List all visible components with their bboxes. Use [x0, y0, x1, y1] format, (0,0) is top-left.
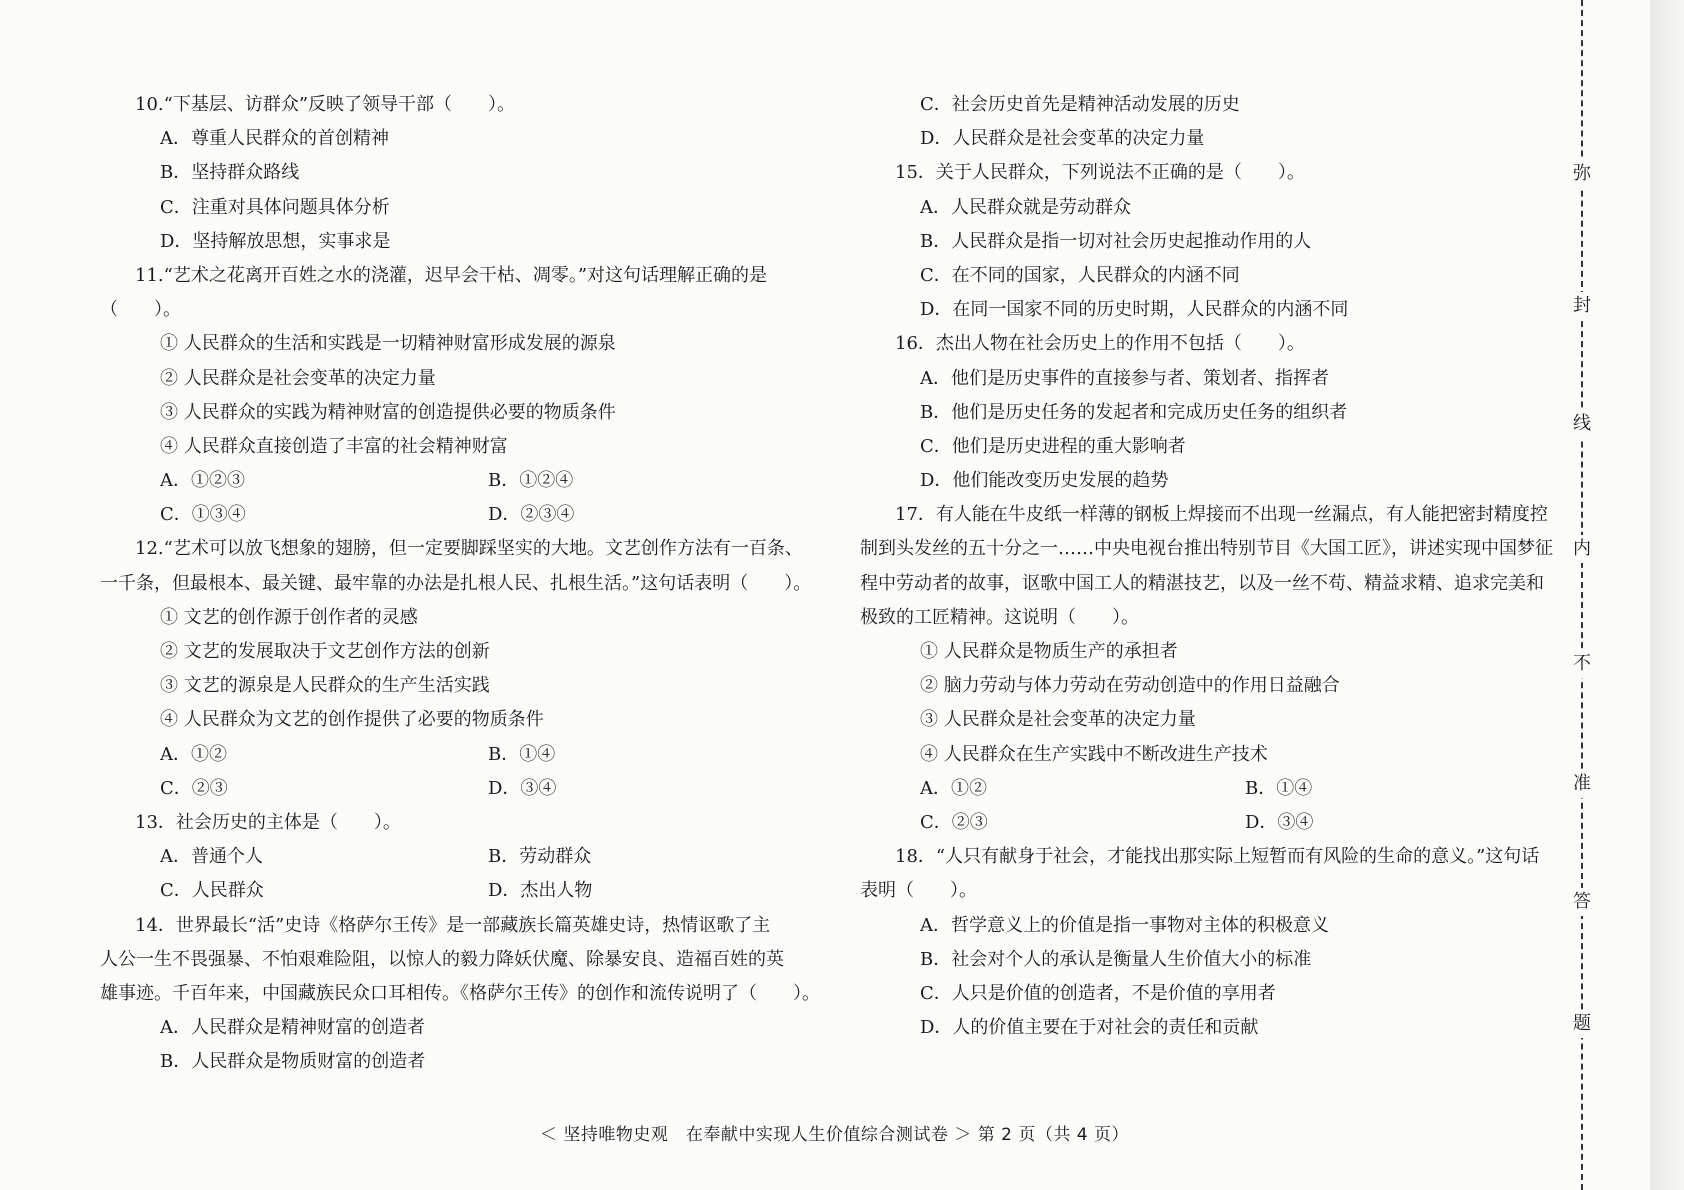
seal-line-char: 题 [1568, 1010, 1596, 1038]
question-line: C．人只是价值的创造者，不是价值的享用者 [920, 982, 1276, 1004]
seal-line-char: 内 [1568, 535, 1596, 563]
question-line: A．人民群众是精神财富的创造者 [160, 1017, 425, 1039]
question-line: ③ 人民群众的实践为精神财富的创造提供必要的物质条件 [160, 401, 616, 423]
option-text: B．①④ [1245, 777, 1313, 799]
question-line: ① 文艺的创作源于创作者的灵感 [160, 606, 418, 628]
question-text: 14．世界最长“活”史诗《格萨尔王传》是一部藏族长篇英雄史诗，热情讴歌了主 [135, 914, 771, 936]
question-line: 人公一生不畏强暴、不怕艰难险阻，以惊人的毅力降妖伏魔、除暴安良、造福百姓的英 [100, 948, 784, 970]
seal-line-char: 线 [1568, 410, 1596, 438]
question-text: 15．关于人民群众，下列说法不正确的是（ ）。 [895, 162, 1305, 184]
question-line: ② 脑力劳动与体力劳动在劳动创造中的作用日益融合 [920, 675, 1340, 697]
question-text: 18．“人只有献身于社会，才能找出那实际上短暂而有风险的生命的意义。”这句话 [895, 846, 1540, 868]
option-text: D．杰出人物 [488, 880, 593, 902]
question-line: C．注重对具体问题具体分析 [160, 196, 390, 218]
question-text: 10.“下基层、访群众”反映了领导干部（ ）。 [135, 94, 516, 115]
question-line: 程中劳动者的故事，讴歌中国工人的精湛技艺，以及一丝不苟、精益求精、追求完美和 [860, 572, 1544, 594]
option-row [100, 772, 860, 806]
question-line: A．他们是历史事件的直接参与者、策划者、指挥者 [920, 367, 1329, 389]
seal-line-char: 准 [1568, 770, 1596, 798]
question-line: 表明（ ）。 [860, 880, 977, 902]
question-line: D．坚持解放思想，实事求是 [160, 230, 391, 252]
question-text: 13．社会历史的主体是（ ）。 [135, 811, 401, 833]
question-line: 极致的工匠精神。这说明（ ）。 [860, 606, 1139, 628]
seal-line-char: 封 [1568, 292, 1596, 320]
question-line: A．尊重人民群众的首创精神 [160, 128, 389, 150]
left-column [100, 88, 860, 1079]
option-text: B．劳动群众 [488, 846, 592, 868]
option-text: C．②③ [920, 811, 988, 833]
question-line: B．他们是历史任务的发起者和完成历史任务的组织者 [920, 401, 1348, 423]
question-line: ③ 文艺的源泉是人民群众的生产生活实践 [160, 675, 490, 697]
question-text: 12.“艺术可以放飞想象的翅膀，但一定要脚踩坚实的大地。文艺创作方法有一百条、 [135, 538, 803, 560]
seal-line-char: 弥 [1568, 160, 1596, 188]
option-text: A．普通个人 [160, 846, 263, 868]
option-row [100, 738, 860, 772]
option-text: D．③④ [1245, 811, 1314, 833]
question-line: （ ）。 [100, 299, 181, 321]
seal-line-char: 答 [1568, 888, 1596, 916]
option-text: A．①② [160, 743, 227, 765]
option-text: C．①③④ [160, 504, 246, 526]
question-line: ② 人民群众是社会变革的决定力量 [160, 367, 436, 389]
question-text: 17．有人能在牛皮纸一样薄的钢板上焊接而不出现一丝漏点，有人能把密封精度控 [895, 504, 1548, 526]
question-line: 一千条，但最根本、最关键、最牢靠的办法是扎根人民、扎根生活。”这句话表明（ ）。 [100, 572, 812, 594]
option-text: B．①②④ [488, 470, 574, 492]
option-row [860, 806, 1590, 840]
question-line: C．社会历史首先是精神活动发展的历史 [920, 94, 1240, 115]
question-line: ③ 人民群众是社会变革的决定力量 [920, 709, 1196, 731]
option-row [100, 464, 860, 498]
question-line: B．人民群众是物质财富的创造者 [160, 1051, 426, 1073]
question-line: ② 文艺的发展取决于文艺创作方法的创新 [160, 641, 490, 662]
option-text: A．①②③ [160, 470, 245, 492]
option-text: C．②③ [160, 777, 228, 799]
option-text: C．人民群众 [160, 880, 264, 902]
question-line: B．坚持群众路线 [160, 162, 300, 184]
page-footer: ＜ 坚持唯物史观 在奉献中实现人生价值综合测试卷 ＞ 第 2 页（共 4 页） [540, 1125, 1129, 1145]
question-line: D．在同一国家不同的历史时期，人民群众的内涵不同 [920, 299, 1349, 321]
question-line: A．哲学意义上的价值是指一事物对主体的积极意义 [920, 914, 1329, 936]
question-line: B．社会对个人的承认是衡量人生价值大小的标准 [920, 948, 1312, 970]
option-row [100, 874, 860, 908]
option-text: D．②③④ [488, 504, 575, 526]
question-line: B．人民群众是指一切对社会历史起推动作用的人 [920, 230, 1312, 252]
seal-line [1562, 0, 1602, 1190]
question-line: ④ 人民群众在生产实践中不断改进生产技术 [920, 743, 1268, 765]
option-row [100, 498, 860, 532]
question-line: 制到头发丝的五十分之一……中央电视台推出特别节目《大国工匠》，讲述实现中国梦征 [860, 538, 1553, 560]
question-line: C．在不同的国家，人民群众的内涵不同 [920, 264, 1240, 286]
question-line: ① 人民群众的生活和实践是一切精神财富形成发展的源泉 [160, 333, 616, 355]
question-line: D．人民群众是社会变革的决定力量 [920, 128, 1205, 150]
question-line: ④ 人民群众直接创造了丰富的社会精神财富 [160, 435, 508, 457]
question-line: A．人民群众就是劳动群众 [920, 196, 1131, 218]
option-row [860, 772, 1590, 806]
question-line: D．人的价值主要在于对社会的责任和贡献 [920, 1017, 1259, 1039]
option-row [100, 840, 860, 874]
option-text: D．③④ [488, 777, 557, 799]
question-line: 雄事迹。千百年来，中国藏族民众口耳相传。《格萨尔王传》的创作和流传说明了（ ）。 [100, 982, 820, 1004]
question-line: D．他们能改变历史发展的趋势 [920, 470, 1169, 492]
seal-line-char: 不 [1568, 650, 1596, 678]
page-edge [1650, 0, 1684, 1190]
option-text: A．①② [920, 777, 987, 799]
option-text: B．①④ [488, 743, 556, 765]
question-line: C．他们是历史进程的重大影响者 [920, 435, 1186, 457]
question-text: 11.“艺术之花离开百姓之水的浇灌，迟早会干枯、凋零。”对这句话理解正确的是 [135, 264, 768, 286]
question-text: 16．杰出人物在社会历史上的作用不包括（ ）。 [895, 333, 1305, 355]
question-line: ④ 人民群众为文艺的创作提供了必要的物质条件 [160, 709, 544, 731]
right-column [860, 88, 1590, 1045]
question-line: ① 人民群众是物质生产的承担者 [920, 641, 1178, 662]
